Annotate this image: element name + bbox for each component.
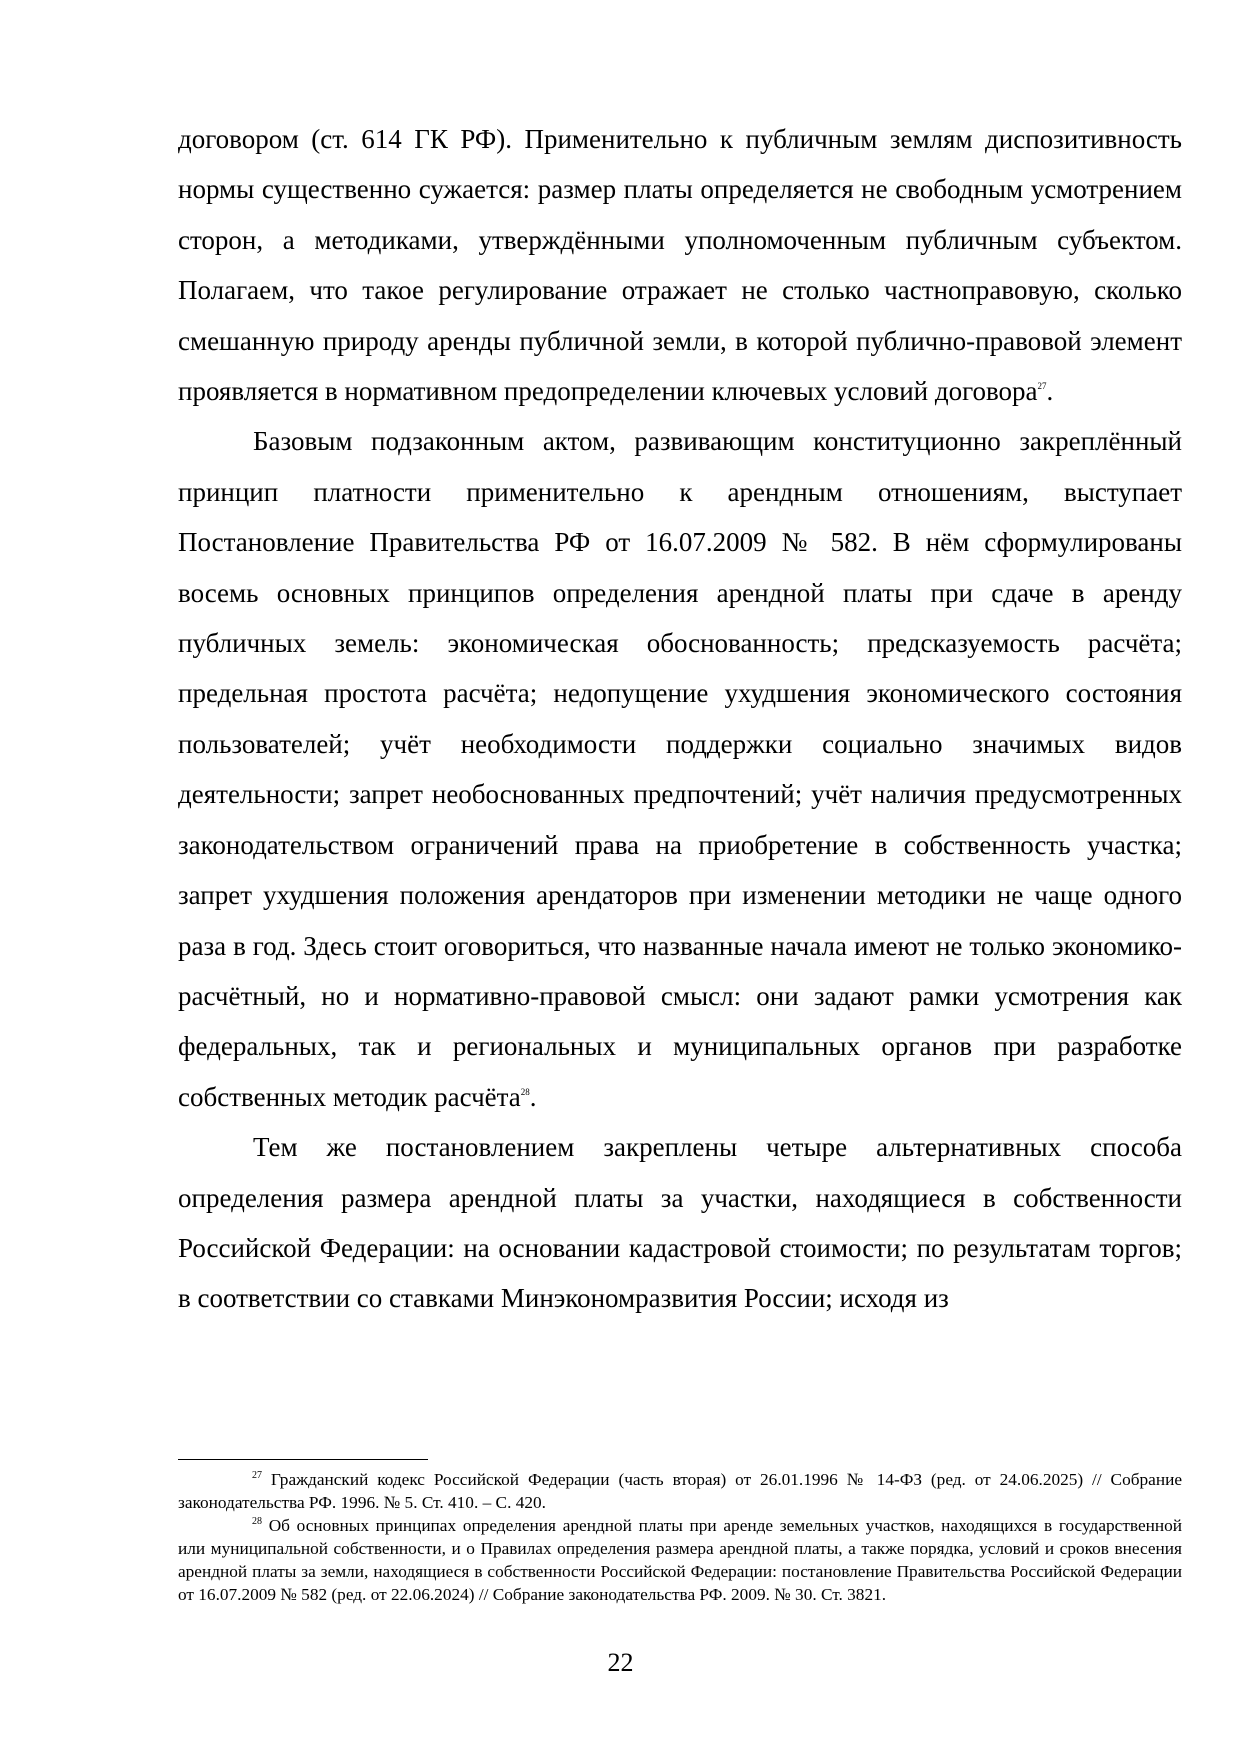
footnote-text-27: Гражданский кодекс Российской Федерации (часть вторая) от 26.01.1996 № 14-ФЗ (ред. от 24.06.2025) // Собрание законодательства РФ. 1996. № 5. Ст. 410. – С. 420. [178, 1470, 1182, 1512]
footnote-number-27: 27 [252, 1470, 262, 1481]
paragraph-1-text: договором (ст. 614 ГК РФ). Применительно к публичным землям диспозитивность нормы существенно сужается: размер платы определяется не свободным усмотрением сторон, а методиками, утверждёнными уполномоченным публичным субъектом. Полагаем, что такое регулирование отражает не столько частноправовую, сколько смешанную природу аренды публичной земли, в которой публично-правовой элемент проявляется в нормативном предопределении ключевых условий договора [178, 124, 1182, 407]
footnote-27 [178, 1468, 1182, 1514]
paragraph-3-text: Тем же постановлением закреплены четыре альтернативных способа определения размера арендной платы за участки, находящиеся в собственности Российской Федерации: на основании кадастровой стоимости; по результатам торгов; в соответствии со ставками Минэкономразвития России; исходя из [178, 1132, 1182, 1314]
paragraph-2-end: . [529, 1081, 537, 1112]
footnote-28 [178, 1514, 1182, 1606]
page-number: 22 [607, 1648, 634, 1677]
footnotes [178, 1468, 1182, 1606]
footnote-ref-28[interactable]: 28 [520, 1086, 530, 1097]
footnote-separator [178, 1459, 428, 1460]
footnote-number-28: 28 [252, 1516, 262, 1527]
footnote-ref-27[interactable]: 27 [1037, 381, 1047, 392]
paragraph-3 [178, 1122, 1182, 1324]
main-text [178, 114, 1182, 1324]
paragraph-1-end: . [1046, 376, 1054, 407]
footnote-text-28: Об основных принципах определения арендной платы при аренде земельных участков, находящихся в государственной или муниципальной собственности, и о Правилах определения размера арендной платы, а также порядка, условий и сроков внесения арендной платы за земли, находящиеся в собственности Российской Федерации: постановление Правительства Российской Федерации от 16.07.2009 № 582 (ред. от 22.06.2024) // Собрание законодательства РФ. 2009. № 30. Ст. 3821. [178, 1516, 1182, 1604]
paragraph-2 [178, 416, 1182, 1122]
paragraph-1 [178, 114, 1182, 416]
paragraph-2-text: Базовым подзаконным актом, развивающим конституционно закреплённый принцип платности применительно к арендным отношениям, выступает Постановление Правительства РФ от 16.07.2009 № 582. В нём сформулированы восемь основных принципов определения арендной платы при сдаче в аренду публичных земель: экономическая обоснованность; предсказуемость расчёта; предельная простота расчёта; недопущение ухудшения экономического состояния пользователей; учёт необходимости поддержки социально значимых видов деятельности; запрет необоснованных предпочтений; учёт наличия предусмотренных законодательством ограничений права на приобретение в собственность участка; запрет ухудшения положения арендаторов при изменении методики не чаще одного раза в год. Здесь стоит оговориться, что названные начала имеют не только экономико-расчётный, но и нормативно-правовой смысл: они задают рамки усмотрения как федеральных, так и региональных и муниципальных органов при разработке собственных методик расчёта [178, 426, 1182, 1112]
